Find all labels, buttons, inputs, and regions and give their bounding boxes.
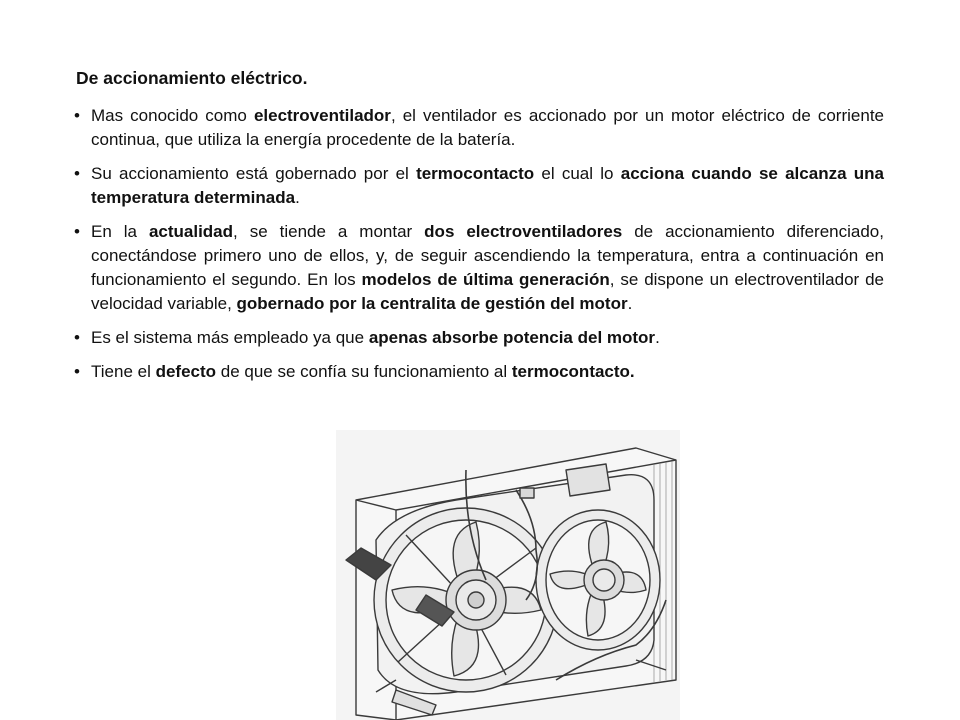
bullet-emphasis: termocontacto.: [511, 362, 635, 381]
bullet-text: , se dispone un electroventilador de velocidad variable,: [91, 270, 884, 313]
bullet-text: En la: [91, 222, 149, 241]
bullet-item: [72, 360, 884, 384]
bullet-emphasis: apenas absorbe potencia del motor: [368, 328, 656, 347]
slide-heading: De accionamiento eléctrico.: [76, 68, 308, 88]
bullet-text: , el ventilador es accionado por un motor eléctrico de corriente continua, que utiliza la energía procedente de la batería.: [91, 106, 884, 149]
bullet-item: [72, 162, 884, 210]
bullet-dot-icon: •: [74, 106, 80, 125]
bullet-dot-icon: •: [74, 362, 80, 381]
bullet-item: [72, 326, 884, 350]
bullet-text: .: [655, 328, 660, 347]
bullet-emphasis: termocontacto: [416, 164, 535, 183]
bullet-dot-icon: •: [74, 164, 80, 183]
bullet-dot-icon: •: [74, 222, 80, 241]
bullet-item: [72, 220, 884, 316]
bullet-text: de que se confía su funcionamiento al: [216, 362, 512, 381]
bullet-item: [72, 104, 884, 152]
bullet-emphasis: acciona cuando se alcanza una temperatura determinada: [91, 164, 884, 207]
bullet-text: Mas conocido como: [91, 106, 254, 125]
bullet-text: .: [295, 188, 300, 207]
bullet-text: Tiene el: [91, 362, 156, 381]
bullet-text: , se tiende a montar: [233, 222, 425, 241]
bullet-text: Es el sistema más empleado ya que: [91, 328, 369, 347]
radiator-fan-figure: [336, 430, 680, 720]
bullet-emphasis: modelos de última generación: [361, 270, 610, 289]
bullet-emphasis: defecto: [155, 362, 217, 381]
bullet-text: Su accionamiento está gobernado por el: [91, 164, 417, 183]
radiator-twin-fan-illustration: [336, 430, 680, 720]
bullet-emphasis: electroventilador: [253, 106, 391, 125]
bullet-emphasis: actualidad: [148, 222, 234, 241]
bullet-list: [72, 104, 884, 394]
bullet-text: el cual lo: [534, 164, 621, 183]
bullet-dot-icon: •: [74, 328, 80, 347]
bullet-emphasis: dos electroventiladores: [424, 222, 623, 241]
bullet-text: de accionamiento diferenciado, conectándose primero uno de ellos, y, de seguir ascendiendo la temperatura, entra a continuación en funcionamiento el segundo. En los: [91, 222, 884, 289]
bullet-text: .: [627, 294, 633, 313]
bullet-emphasis: gobernado por la centralita de gestión del motor: [236, 294, 628, 313]
